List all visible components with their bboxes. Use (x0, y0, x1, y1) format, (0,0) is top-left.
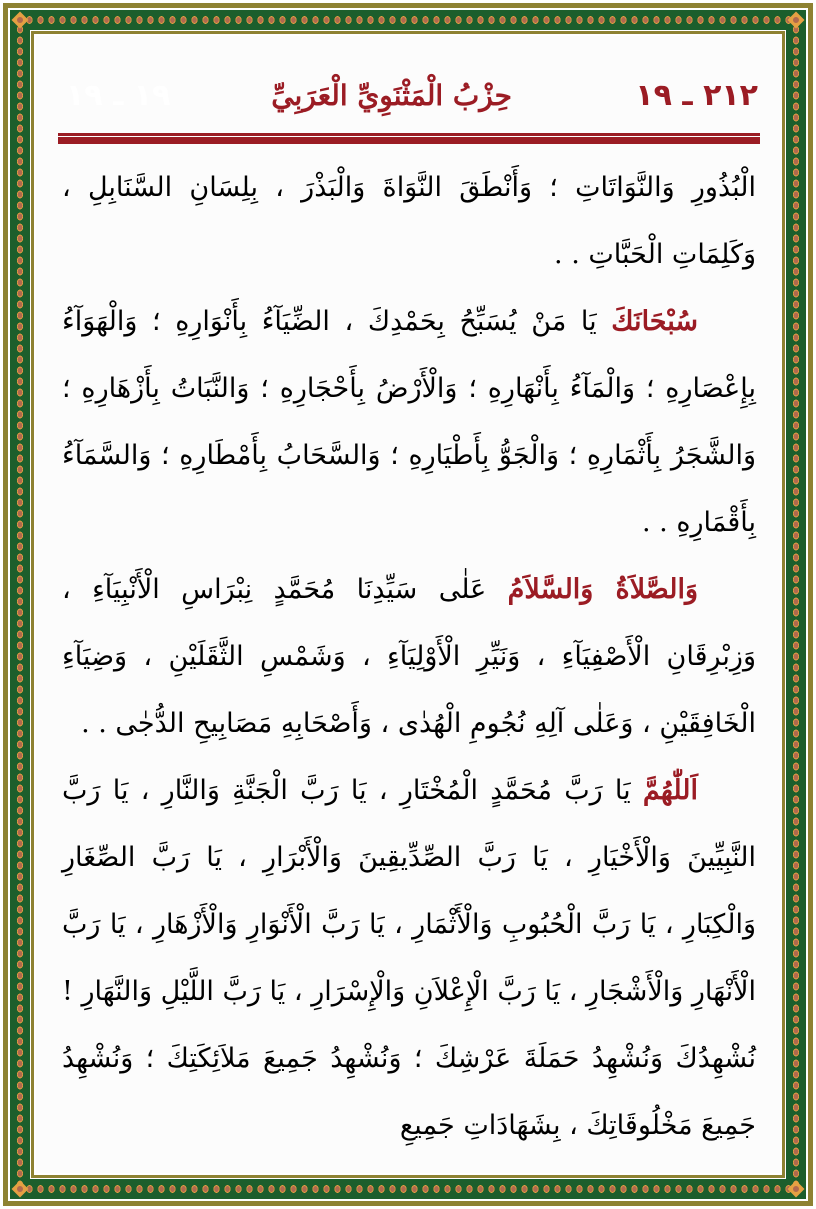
paragraph-text: يَا رَبَّ مُحَمَّدٍ الْمُخْتَارِ ، يَا رَبَّ الْجَنَّةِ وَالنَّارِ ، يَا رَبَّ النَّبِيِّينَ وَالْأَخْيَارِ ، يَا رَبَّ الصِّدِّيقِينَ وَالْأَبْرَارِ ، يَا رَبَّ الصِّغَارِ وَالْكِبَارِ ، يَا رَبَّ الْحُبُوبِ وَالْأَثْمَارِ ، يَا رَبَّ الْأَنْوَارِ وَالْأَزْهَارِ ، يَا رَبَّ الْأَنْهَارِ وَالْأَشْجَارِ ، يَا رَبَّ الْإِعْلاَنِ وَالْإِسْرَارِ ، يَا رَبَّ اللَّيْلِ وَالنَّهَارِ ! نُشْهِدُكَ وَنُشْهِدُ حَمَلَةَ عَرْشِكَ ؛ وَنُشْهِدُ جَمِيعَ مَلاَئِكَتِكَ ؛ وَنُشْهِدُ جَمِيعَ مَخْلُوقَاتِكَ ، بِشَهَادَاتِ جَمِيعِ (62, 775, 756, 1141)
body-text (62, 154, 756, 1159)
paragraph-keyword: وَالصَّلاَةُ وَالسَّلاَمُ (507, 574, 698, 605)
page-header (58, 76, 758, 116)
ornament-chain-right (790, 24, 802, 1185)
page-number: ٢١٢ ـ ١٩ (635, 78, 758, 113)
page (35, 35, 781, 1174)
header-divider-thick (58, 137, 760, 144)
paragraph-text: عَلٰى سَيِّدِنَا مُحَمَّدٍ نِبْرَاسِ الْأَنْبِيَآءِ ، وَزِبْرِقَانِ الْأَصْفِيَآءِ ، وَنَيِّرِ الْأَوْلِيَآءِ ، وَشَمْسِ الثَّقَلَيْنِ ، وَضِيَآءِ الْخَافِقَيْنِ ، وَعَلٰى آلِهِ نُجُومِ الْهُدٰى ، وَأَصْحَابِهِ مَصَابِيحِ الدُّجٰى . . (62, 574, 756, 739)
paragraph (62, 154, 756, 288)
paragraph-text: الْبُذُورِ وَالنَّوَاتَاتِ ؛ وَأَنْطَقَ النَّوَاةَ وَالْبَذْرَ ، بِلِسَانِ السَّنَابِلِ ، وَكَلِمَاتِ الْحَبَّاتِ . . (62, 172, 756, 270)
ornament-chain-bottom (24, 1183, 792, 1195)
paragraph-keyword: اَللّٰهُمَّ (642, 775, 698, 806)
ornament-chain-left (14, 24, 26, 1185)
paragraph-keyword: سُبْحَانَكَ (611, 306, 698, 337)
paragraph (62, 757, 756, 1159)
paragraph (62, 288, 756, 556)
ghost-page-number: ١٩ ـ ١٩ (66, 78, 171, 113)
paragraph-text: يَا مَنْ يُسَبِّحُ بِحَمْدِكَ ، الضِّيَآءُ بِأَنْوَارِهِ ؛ وَالْهَوَآءُ بِإِعْصَارِهِ ؛ وَالْمَآءُ بِأَنْهَارِهِ ؛ وَالْأَرْضُ بِأَحْجَارِهِ ؛ وَالنَّبَاتُ بِأَزْهَارِهِ ؛ وَالشَّجَرُ بِأَثْمَارِهِ ؛ وَالْجَوُّ بِأَطْيَارِهِ ؛ وَالسَّحَابُ بِأَمْطَارِهِ ؛ وَالسَّمَآءُ بِأَقْمَارِهِ . . (62, 306, 756, 538)
book-title: حِزْبُ الْمَثْنَوِيِّ الْعَرَبِيِّ (271, 79, 512, 112)
header-divider-thin (58, 133, 760, 136)
ornament-chain-top (24, 14, 792, 26)
paragraph (62, 556, 756, 757)
